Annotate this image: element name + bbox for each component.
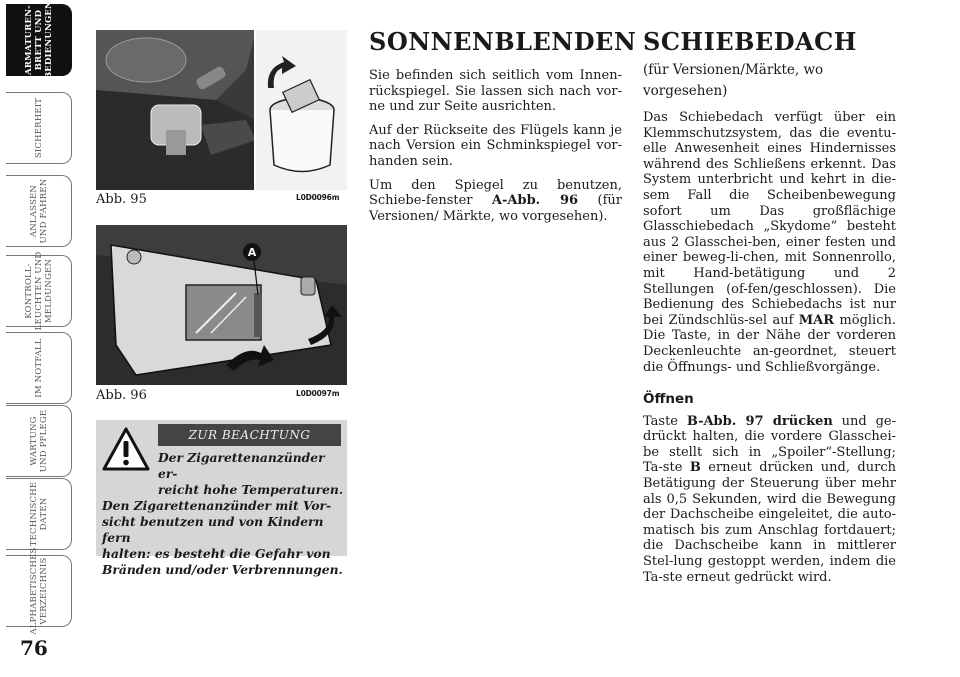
- tab-label: ANLASSEN UND FAHREN: [28, 178, 49, 244]
- warning-header: ZUR BEACHTUNG: [158, 424, 341, 446]
- warning-text: [96, 450, 347, 578]
- tab-verzeichnis[interactable]: [6, 547, 72, 635]
- marker-a: A: [247, 246, 257, 259]
- sonnenblenden-paragraph: Auf der Rückseite des Flügels kann je nach Version ein Schminkspiegel vor-handen sein.: [369, 122, 622, 169]
- tab-im-notfall[interactable]: [6, 332, 72, 404]
- text-span: möglich. Die Taste, in der Nähe der vorderen Deckenleuchte an-geordnet, steuert die Öffnungs- und Schließvorgänge.: [643, 312, 896, 375]
- key-position: MAR: [798, 312, 835, 328]
- figure-96-caption: Abb. 96: [96, 388, 147, 403]
- figure-96-code: L0D0097m: [296, 389, 340, 398]
- schiebedach-paragraph: [643, 110, 896, 375]
- tab-wartung[interactable]: [6, 405, 72, 477]
- tab-armaturenbrett[interactable]: [6, 0, 72, 80]
- figure-95-image: [96, 30, 347, 190]
- text-span: Um den Spiegel zu benutzen, Schiebe-fenster: [369, 177, 622, 209]
- figure-reference: A-Abb. 96: [491, 193, 579, 209]
- sonnenblenden-paragraph: Sie befinden sich seitlich vom Innen-rückspiegel. Sie lassen sich nach vor-ne und zur Seite ausrichten.: [369, 68, 622, 115]
- tab-label: WARTUNG UND PFLEGE: [28, 409, 49, 473]
- text-span: Das Schiebedach verfügt über ein Klemmschutzsystem, das die eventu-elle Anwesenheit eines Hindernisses während des Schließens erkennt. Das System unterbricht und kehrt in die-sem Fall die Scheibenbewegung sofort um Das großflächige Glasschiebedach „Skydome“ besteht aus 2 Glasschei-ben, einer festen und einer beweg-li-chen, mit Sonnenrollo, mit Hand-betätigung und 2 Stellungen (of-fen/geschlossen). Die Bedienung des Schiebedachs ist nur bei Zündschlüs-sel auf: [643, 110, 896, 328]
- text-span: und ge-drückt halten, die vordere Glasschei-be stellt sich in „Spoiler“-Stellung; Ta-ste: [643, 413, 896, 476]
- oeffnen-paragraph: [643, 414, 896, 586]
- oeffnen-heading: Öffnen: [643, 391, 694, 408]
- sonnenblenden-paragraph: [369, 178, 622, 225]
- sonnenblenden-section: [369, 27, 637, 224]
- tab-label: ALPHABETISCHES VERZEICHNIS: [28, 547, 49, 635]
- schiebedach-subtitle: (für Versionen/Märkte, wo vorgesehen): [643, 62, 824, 99]
- tab-technische-daten[interactable]: [6, 478, 72, 550]
- tab-kontrollleuchten[interactable]: [6, 251, 72, 331]
- figure-96-image: [96, 225, 347, 385]
- sonnenblenden-title: SONNENBLENDEN: [369, 27, 637, 56]
- warning-line: Der Zigarettenanzünder er-: [158, 450, 325, 481]
- warning-line: reicht hohe Temperaturen.: [158, 482, 344, 497]
- text-span: erneut drücken und, durch Betätigung der Steuerung über mehr als 0,5 Sekunden, wird die Bewegung der Dachscheibe eingeleitet, die auto-matisch bis zum Anschlag fortdauert; die Dachscheibe kann in mittlerer Stel-lung gestoppt werden, indem die Ta-ste erneut gedrückt wird.: [643, 460, 896, 585]
- tab-label: SICHERHEIT: [33, 97, 44, 159]
- tab-label: TECHNISCHE DATEN: [28, 481, 49, 547]
- button-reference: B: [689, 460, 701, 476]
- tab-anlassen[interactable]: [6, 175, 72, 247]
- warning-box: [96, 420, 347, 577]
- text-span: Taste: [643, 413, 687, 429]
- tab-label: ARMATUREN- BRETT UND BEDIENUNGEN: [23, 0, 54, 80]
- figure-reference: B-Abb. 97 drücken: [686, 413, 833, 429]
- warning-line: Den Zigarettenanzünder mit Vor-: [102, 498, 332, 513]
- tab-label: IM NOTFALL: [33, 338, 44, 398]
- warning-line: halten: es besteht die Gefahr von: [102, 546, 331, 561]
- schiebedach-title: SCHIEBEDACH: [643, 27, 857, 56]
- page-number: 76: [20, 636, 48, 660]
- tab-sicherheit[interactable]: [6, 92, 72, 164]
- text-span: (für Versionen/ Märkte, wo vorgesehen).: [369, 193, 622, 224]
- schiebedach-section: [643, 28, 896, 585]
- figure-95-code: L0D0096m: [296, 193, 340, 202]
- warning-line: sicht benutzen und von Kindern fern: [102, 514, 324, 545]
- warning-line: Bränden und/oder Verbrennungen.: [102, 562, 343, 577]
- tab-label: KONTROLL- LEUCHTEN UND MELDUNGEN: [23, 251, 54, 331]
- figure-95-caption: Abb. 95: [96, 192, 147, 207]
- chapter-sidebar: [0, 0, 80, 640]
